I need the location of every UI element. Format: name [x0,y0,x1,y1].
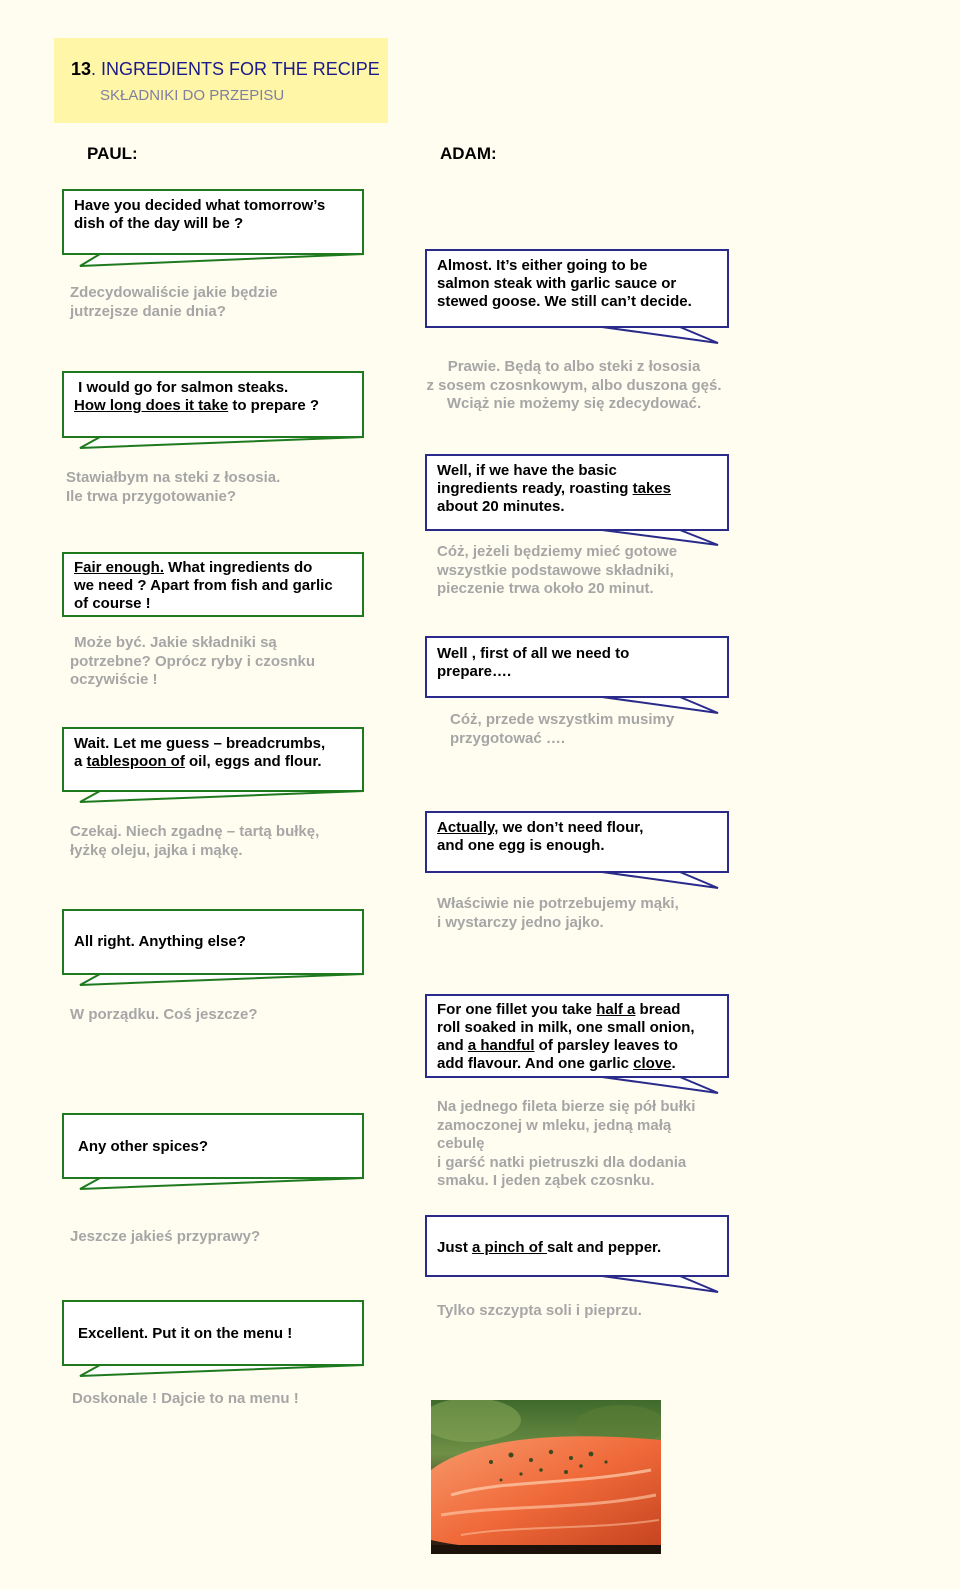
paul-translation-7: Doskonale ! Dajcie to na menu ! [72,1390,299,1407]
adam-bubble-2: Well, if we have the basic ingredients ready, roasting takes about 20 minutes. [425,454,729,531]
paul-bubble-4: Wait. Let me guess – breadcrumbs, a tablespoon of oil, eggs and flour. [62,727,364,792]
paul-translation-5: W porządku. Coś jeszcze? [70,1006,258,1023]
paul-bubble-5: All right. Anything else? [62,909,364,975]
adam-translation-3: Cóż, przede wszystkim musimy przygotować …. [450,711,675,747]
bubble-tail-p2 [80,437,364,448]
speaker-paul: PAUL: [87,144,138,163]
adam-translation-1: Prawie. Będą to albo steki z łososia z sosem czosnkowym, albo duszona gęś. Wciąż nie możemy się zdecydować. [426,358,722,412]
paul-bubble-2: I would go for salmon steaks. How long does it take to prepare ? [62,371,364,438]
salmon-fillet-photo [431,1400,661,1554]
bubble-tail-p7 [80,1365,364,1376]
adam-bubble-3: Well , first of all we need to prepare…. [425,636,729,698]
paul-bubble-1: Have you decided what tomorrow’s dish of the day will be ? [62,189,364,255]
adam-bubble-1: Almost. It’s either going to be salmon steak with garlic sauce or stewed goose. We still can’t decide. [425,249,729,328]
adam-bubble-4: Actually, we don’t need flour, and one egg is enough. [425,811,729,873]
bubble-tail-a5 [425,1077,718,1093]
adam-translation-5: Na jednego fileta bierze się pół bułki zamoczonej w mleku, jedną małą cebulę i garść natki pietruszki dla dodania smaku. I jeden ząbek czosnku. [437,1098,696,1189]
bubble-tail-p5 [80,974,364,985]
paul-translation-4: Czekaj. Niech zgadnę – tartą bułkę, łyżkę oleju, jajka i mąkę. [70,823,320,859]
adam-translation-2: Cóż, jeżeli będziemy mieć gotowe wszystkie podstawowe składniki, pieczenie trwa około 20 minut. [437,543,678,597]
adam-translation-6: Tylko szczypta soli i pieprzu. [437,1302,642,1319]
bubble-tail-p4 [80,791,364,802]
bubble-tail-a6 [425,1276,718,1292]
page-subtitle: SKŁADNIKI DO PRZEPISU [100,87,285,104]
speaker-adam: ADAM: [440,144,497,163]
adam-bubble-6: Just a pinch of salt and pepper. [425,1215,729,1277]
paul-translation-3: Może być. Jakie składniki są potrzebne? Oprócz ryby i czosnku oczywiście ! [70,634,316,688]
paul-bubble-6: Any other spices? [62,1113,364,1179]
bubble-tail-a1 [425,327,718,343]
bubble-tail-p1 [80,254,364,266]
salmon-photo-drawing [431,1400,661,1554]
page-title: 13. INGREDIENTS FOR THE RECIPE [71,59,380,79]
paul-translation-6: Jeszcze jakieś przyprawy? [70,1228,261,1245]
paul-bubble-3: Fair enough. What ingredients do we need ? Apart from fish and garlic of course ! [62,552,364,617]
paul-translation-2: Stawiałbym na steki z łososia. Ile trwa przygotowanie? [66,469,281,505]
bubble-tail-p6 [80,1178,364,1189]
bubble-tail-a4 [425,872,718,888]
adam-translation-4: Właściwie nie potrzebujemy mąki, i wystarczy jedno jajko. [437,895,679,931]
paul-translation-1: Zdecydowaliście jakie będzie jutrzejsze danie dnia? [70,284,278,320]
adam-bubble-5: For one fillet you take half a bread roll soaked in milk, one small onion, and a handful of parsley leaves to add flavour. And one garlic clove. [425,994,729,1078]
paul-bubble-7: Excellent. Put it on the menu ! [62,1300,364,1366]
